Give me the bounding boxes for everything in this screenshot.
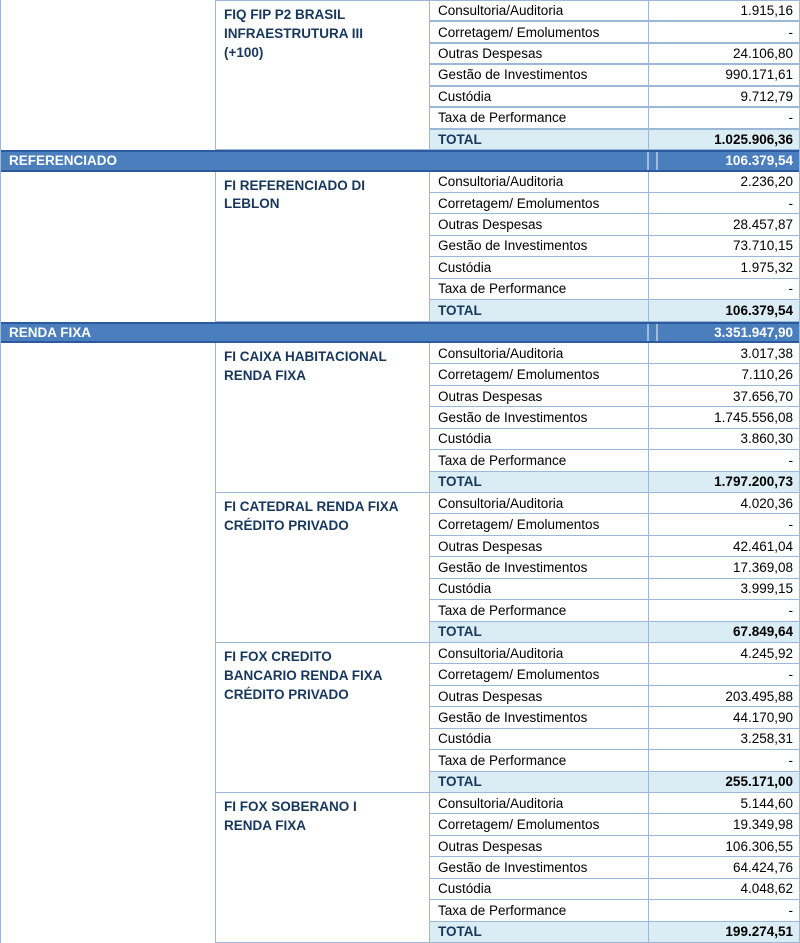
fund-section: [1, 0, 799, 150]
fund-section: [1, 643, 799, 793]
category-name: REFERENCIADO: [9, 153, 118, 168]
expense-value-cell: 37.656,70: [649, 386, 799, 407]
total-label-cell: TOTAL: [430, 922, 649, 943]
total-value-cell: 67.849,64: [649, 622, 799, 643]
expense-value-cell: 106.306,55: [649, 836, 799, 857]
expense-value-cell: 990.171,61: [649, 64, 799, 85]
category-total-value: 3.351.947,90: [714, 324, 793, 340]
expense-value-cell: 42.461,04: [649, 536, 799, 557]
expense-value-cell: 1.975,32: [649, 257, 799, 278]
total-value-cell: 199.274,51: [649, 922, 799, 943]
expense-value-cell: -: [649, 514, 799, 535]
fund-name-cell: [216, 343, 430, 493]
category-spacer-cell: [1, 0, 216, 150]
category-header-bar: [1, 322, 799, 344]
expense-value-cell: 7.110,26: [649, 364, 799, 385]
expense-label-cell: Custódia: [430, 879, 649, 900]
expense-value-cell: 24.106,80: [649, 43, 799, 64]
fund-name: FI CATEDRAL RENDA FIXA CRÉDITO PRIVADO: [224, 499, 398, 533]
expense-label-cell: Taxa de Performance: [430, 279, 649, 300]
expense-value-cell: 1.745.556,08: [649, 407, 799, 428]
expense-label-cell: Custódia: [430, 729, 649, 750]
expense-value-cell: -: [649, 900, 799, 921]
expense-label-cell: Outras Despesas: [430, 836, 649, 857]
expense-value-cell: 28.457,87: [649, 214, 799, 235]
total-value-cell: 106.379,54: [649, 300, 799, 321]
expense-value-cell: 3.017,38: [649, 343, 799, 364]
expense-label-cell: Consultoria/Auditoria: [430, 172, 649, 193]
expense-label-cell: Taxa de Performance: [430, 107, 649, 128]
expense-value-cell: 9.712,79: [649, 86, 799, 107]
expense-label-cell: Consultoria/Auditoria: [430, 643, 649, 664]
expense-value-cell: 3.999,15: [649, 579, 799, 600]
expense-label-cell: Outras Despesas: [430, 386, 649, 407]
expense-value-cell: -: [649, 107, 799, 128]
expense-label-cell: Gestão de Investimentos: [430, 857, 649, 878]
expense-label-cell: Consultoria/Auditoria: [430, 0, 649, 21]
expense-value-cell: 44.170,90: [649, 707, 799, 728]
expense-value-cell: 5.144,60: [649, 793, 799, 814]
fund-name-cell: [216, 793, 430, 943]
category-spacer-cell: [1, 343, 216, 493]
total-label-cell: TOTAL: [430, 300, 649, 321]
category-spacer-cell: [1, 643, 216, 793]
expense-label-cell: Taxa de Performance: [430, 900, 649, 921]
expense-value-cell: 19.349,98: [649, 814, 799, 835]
expense-value-cell: 203.495,88: [649, 686, 799, 707]
expense-value-cell: -: [649, 21, 799, 42]
expense-label-cell: Custódia: [430, 257, 649, 278]
category-total-value: 106.379,54: [725, 153, 793, 168]
expense-value-cell: -: [649, 600, 799, 621]
fund-name: FI FOX CREDITO BANCARIO RENDA FIXA CRÉDITO PRIVADO: [224, 649, 382, 702]
expense-label-cell: Taxa de Performance: [430, 450, 649, 471]
fund-name-cell: [216, 172, 430, 322]
expense-value-cell: -: [649, 193, 799, 214]
expense-label-cell: Gestão de Investimentos: [430, 557, 649, 578]
expense-label-cell: Taxa de Performance: [430, 600, 649, 621]
total-label-cell: TOTAL: [430, 772, 649, 793]
expense-label-cell: Corretagem/ Emolumentos: [430, 814, 649, 835]
fund-name-cell: [216, 493, 430, 643]
total-value-cell: 1.797.200,73: [649, 472, 799, 493]
expense-value-cell: 4.245,92: [649, 643, 799, 664]
expense-label-cell: Gestão de Investimentos: [430, 407, 649, 428]
category-header-bar: [1, 150, 799, 172]
expense-value-cell: -: [649, 664, 799, 685]
expense-value-cell: 2.236,20: [649, 172, 799, 193]
category-name: RENDA FIXA: [9, 324, 92, 340]
expense-label-cell: Outras Despesas: [430, 43, 649, 64]
expense-label-cell: Outras Despesas: [430, 686, 649, 707]
fund-name: FI CAIXA HABITACIONAL RENDA FIXA: [224, 349, 387, 383]
expense-label-cell: Consultoria/Auditoria: [430, 343, 649, 364]
total-value-cell: 255.171,00: [649, 772, 799, 793]
expense-value-cell: -: [649, 450, 799, 471]
expense-value-cell: 1.915,16: [649, 0, 799, 21]
bar-column-separator-icon: [656, 152, 658, 170]
bar-column-separator-icon: [647, 324, 649, 342]
fund-section: [1, 493, 799, 643]
expense-label-cell: Consultoria/Auditoria: [430, 793, 649, 814]
expense-label-cell: Corretagem/ Emolumentos: [430, 514, 649, 535]
expense-value-cell: 17.369,08: [649, 557, 799, 578]
fund-name-cell: [216, 0, 430, 150]
expense-label-cell: Outras Despesas: [430, 536, 649, 557]
category-spacer-cell: [1, 172, 216, 322]
expense-label-cell: Gestão de Investimentos: [430, 64, 649, 85]
fund-name: FI REFERENCIADO DI LEBLON: [224, 177, 366, 212]
total-label-cell: TOTAL: [430, 622, 649, 643]
expense-label-cell: Corretagem/ Emolumentos: [430, 193, 649, 214]
expense-value-cell: 3.860,30: [649, 429, 799, 450]
fund-name: FI FOX SOBERANO I RENDA FIXA: [224, 799, 357, 833]
expense-label-cell: Taxa de Performance: [430, 750, 649, 771]
category-spacer-cell: [1, 793, 216, 943]
expense-value-cell: -: [649, 750, 799, 771]
expense-label-cell: Gestão de Investimentos: [430, 707, 649, 728]
fund-section: [1, 343, 799, 493]
expense-label-cell: Custódia: [430, 579, 649, 600]
expense-value-cell: 3.258,31: [649, 729, 799, 750]
fund-section: [1, 793, 799, 943]
expense-label-cell: Gestão de Investimentos: [430, 236, 649, 257]
expense-value-cell: -: [649, 279, 799, 300]
expense-value-cell: 4.048,62: [649, 879, 799, 900]
expense-value-cell: 64.424,76: [649, 857, 799, 878]
bar-column-separator-icon: [647, 152, 649, 170]
expense-value-cell: 73.710,15: [649, 236, 799, 257]
expense-label-cell: Custódia: [430, 86, 649, 107]
expense-label-cell: Consultoria/Auditoria: [430, 493, 649, 514]
bar-column-separator-icon: [656, 324, 658, 342]
category-spacer-cell: [1, 493, 216, 643]
fund-section: [1, 172, 799, 322]
fund-name: FIQ FIP P2 BRASIL INFRAESTRUTURA III (+100): [224, 7, 363, 60]
expense-value-cell: 4.020,36: [649, 493, 799, 514]
expense-label-cell: Corretagem/ Emolumentos: [430, 364, 649, 385]
total-label-cell: TOTAL: [430, 129, 649, 150]
fund-name-cell: [216, 643, 430, 793]
expense-label-cell: Corretagem/ Emolumentos: [430, 664, 649, 685]
expense-label-cell: Corretagem/ Emolumentos: [430, 21, 649, 42]
total-value-cell: 1.025.906,36: [649, 129, 799, 150]
expense-label-cell: Custódia: [430, 429, 649, 450]
total-label-cell: TOTAL: [430, 472, 649, 493]
expense-label-cell: Outras Despesas: [430, 214, 649, 235]
